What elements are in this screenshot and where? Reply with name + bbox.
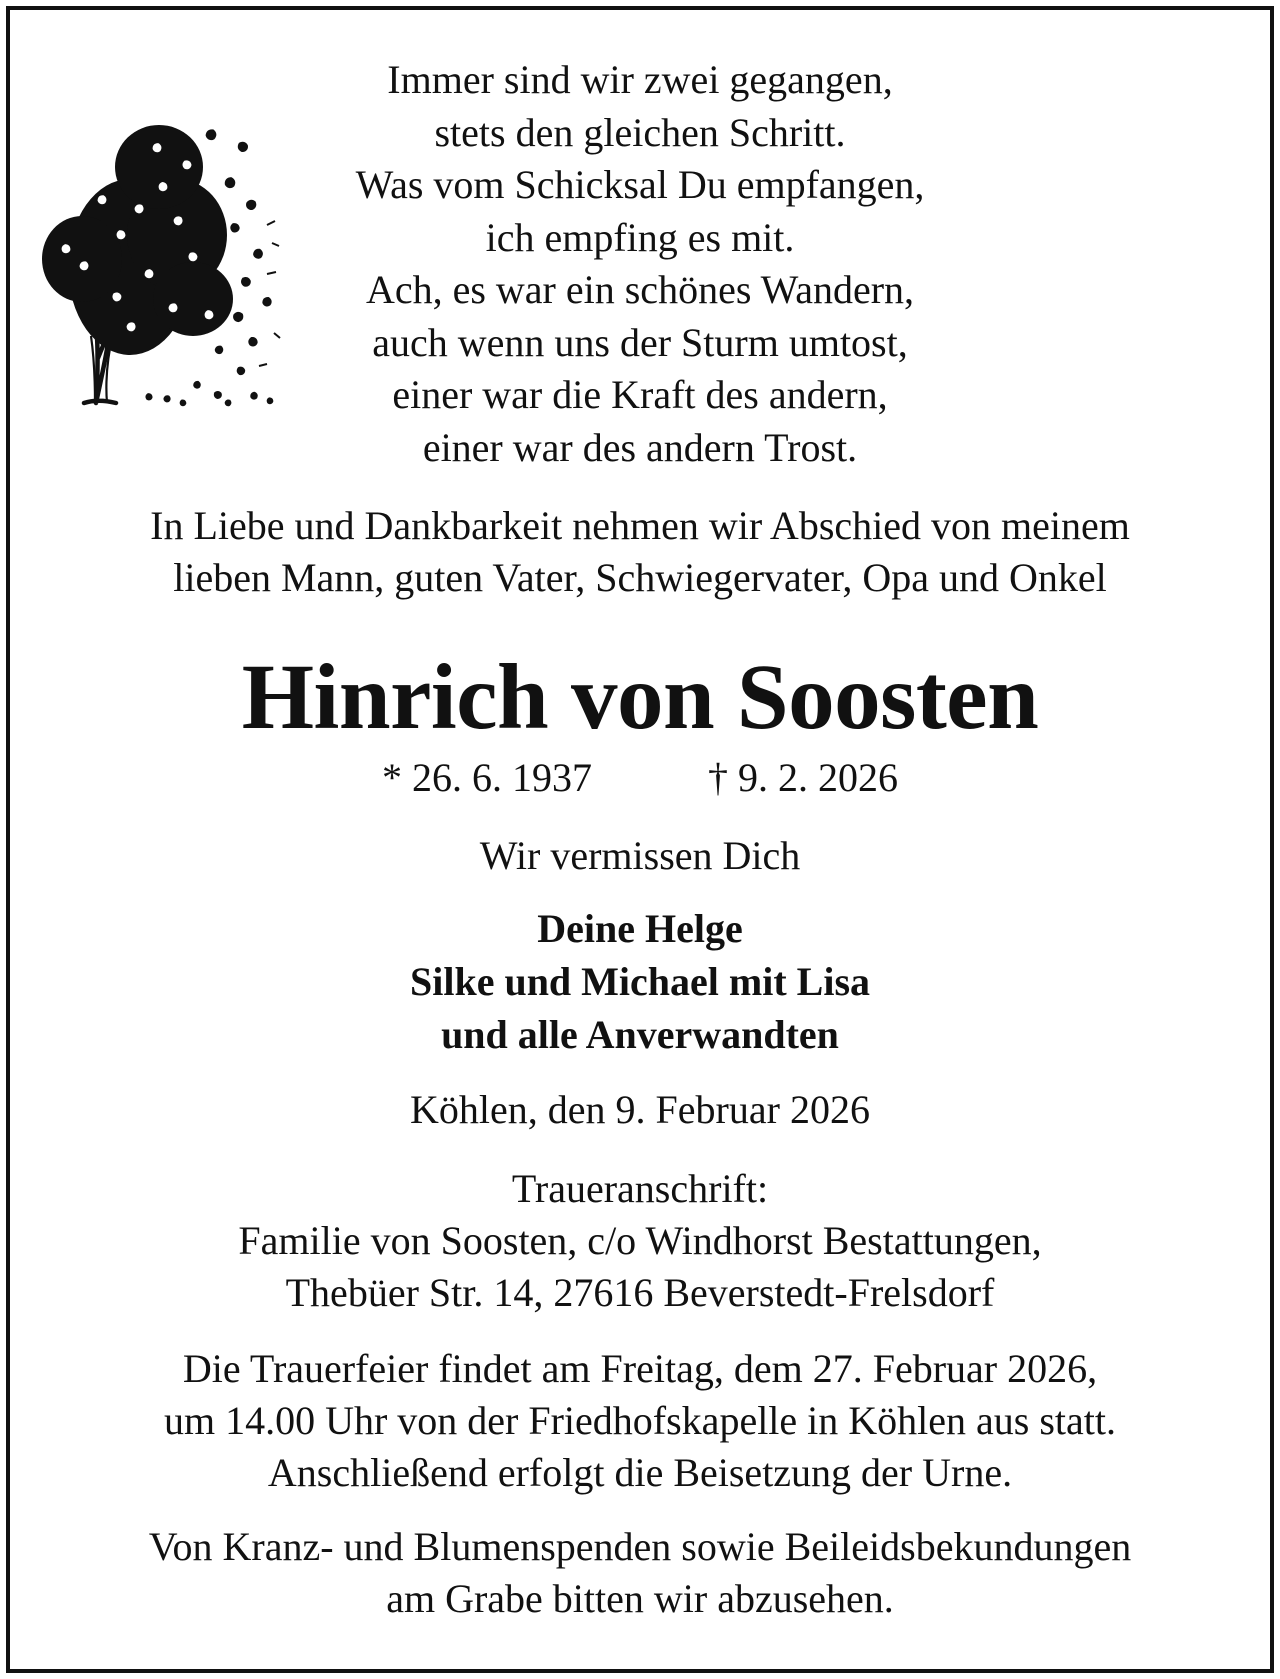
address-line: Familie von Soosten, c/o Windhorst Bestattungen, bbox=[238, 1218, 1042, 1263]
poem-line: einer war die Kraft des andern, bbox=[392, 372, 888, 417]
address-line: Traueranschrift: bbox=[511, 1166, 769, 1211]
funeral-service bbox=[0, 1343, 1280, 1499]
mourner-line: und alle Anverwandten bbox=[441, 1012, 839, 1057]
intro-line: lieben Mann, guten Vater, Schwiegervater, Opa und Onkel bbox=[173, 555, 1107, 600]
place-date: Köhlen, den 9. Februar 2026 bbox=[410, 1087, 870, 1132]
farewell-intro bbox=[0, 500, 1280, 604]
farewell-message: Wir vermissen Dich bbox=[479, 833, 801, 878]
service-line: um 14.00 Uhr von der Friedhofskapelle in Köhlen aus statt. bbox=[163, 1398, 1117, 1443]
poem-line: stets den gleichen Schritt. bbox=[434, 109, 846, 155]
mourner-line: Deine Helge bbox=[537, 906, 743, 951]
poem-line: Ach, es war ein schönes Wandern, bbox=[365, 267, 915, 312]
death-date: † 9. 2. 2026 bbox=[708, 755, 898, 800]
flowers-line: am Grabe bitten wir abzusehen. bbox=[386, 1576, 894, 1621]
address-line: Thebüer Str. 14, 27616 Beverstedt-Frelsdorf bbox=[285, 1270, 995, 1315]
life-dates bbox=[0, 752, 1280, 804]
mourners-list bbox=[0, 902, 1280, 1061]
poem bbox=[0, 54, 1280, 474]
flowers-note bbox=[0, 1521, 1280, 1625]
poem-line: auch wenn uns der Sturm umtost, bbox=[372, 319, 908, 365]
birth-date: * 26. 6. 1937 bbox=[382, 755, 592, 800]
deceased-name: Hinrich von Soosten bbox=[241, 646, 1039, 749]
poem-line: ich empfing es mit. bbox=[485, 214, 795, 260]
poem-line: Immer sind wir zwei gegangen, bbox=[387, 57, 893, 102]
service-line: Anschließend erfolgt die Beisetzung der Urne. bbox=[267, 1450, 1013, 1495]
flowers-line: Von Kranz- und Blumenspenden sowie Beileidsbekundungen bbox=[148, 1524, 1132, 1569]
poem-line: einer war des andern Trost. bbox=[422, 424, 858, 470]
mourner-line: Silke und Michael mit Lisa bbox=[409, 959, 871, 1004]
mourning-address bbox=[0, 1163, 1280, 1319]
service-line: Die Trauerfeier findet am Freitag, dem 27. Februar 2026, bbox=[182, 1346, 1098, 1391]
intro-line: In Liebe und Dankbarkeit nehmen wir Abschied von meinem bbox=[150, 503, 1130, 548]
poem-line: Was vom Schicksal Du empfangen, bbox=[355, 162, 925, 207]
